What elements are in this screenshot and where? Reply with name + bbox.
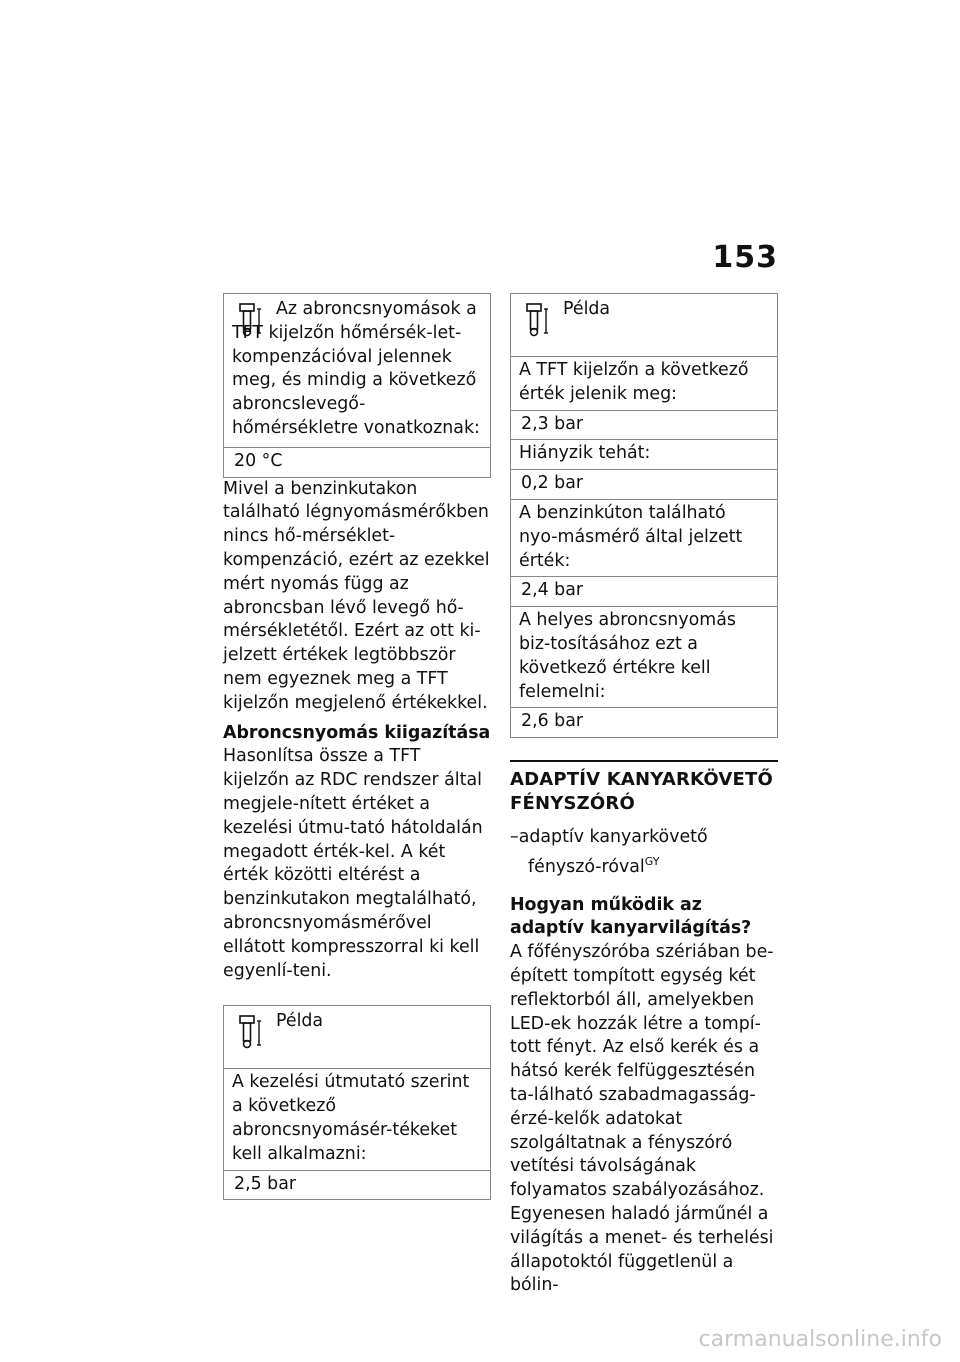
example-label: Példa bbox=[563, 299, 611, 319]
example-label: Példa bbox=[276, 1011, 324, 1032]
heading-adaptive-light: Hogyan működik az adaptív kanyarvilágítás? bbox=[510, 894, 752, 939]
paragraph-gauge-compensation: Mivel a benzinkutakon található légnyomásmérőkben nincs hő-mérséklet-kompenzáció, ezért az ezekkel mért nyomás függ az abroncsban lévő levegő hő-mérsékletétől. Ezért az ott ki-jelzett értékek legtöbbször nem egyeznek meg a TFT kijelzőn megjelenő értékekkel. bbox=[223, 478, 490, 713]
watermark: carmanualsonline.info bbox=[698, 1327, 942, 1352]
right-column bbox=[510, 293, 778, 1298]
tire-pressure-gauge-icon bbox=[236, 301, 264, 339]
example-row: A TFT kijelzőn a következő érték jelenik meg: bbox=[511, 356, 777, 410]
example-value: 2,5 bar bbox=[224, 1170, 490, 1200]
left-column bbox=[223, 293, 491, 1200]
heading-pressure-adjustment: Abroncsnyomás kiigazítása bbox=[223, 722, 491, 743]
paragraph-pressure-adjustment: Hasonlítsa össze a TFT kijelzőn az RDC rendszer által megjele-nített értéket a kezelési útmu-tató hátoldalán megadott érték-kel. A két érték közötti eltérést a benzinkutakon megtalálható, abroncsnyomásmérővel ellátott kompresszorral ki kell egyenlí-teni. bbox=[223, 746, 483, 981]
equipment-note bbox=[510, 826, 778, 879]
info-box-head bbox=[224, 294, 490, 447]
equipment-note-text: –adaptív kanyarkövető fényszó-róval bbox=[510, 827, 708, 877]
section-title-line: FÉNYSZÓRÓ bbox=[510, 793, 635, 815]
example-row: Hiányzik tehát: bbox=[511, 439, 777, 469]
tire-pressure-gauge-icon bbox=[523, 301, 551, 339]
tire-pressure-info-box bbox=[223, 293, 491, 478]
section-title bbox=[510, 760, 778, 816]
paragraph-adaptive-light: A főfényszóróba szériában be-épített tompított egység két reflektorból áll, amelyekben LED-ek hozzák létre a tompí-tott fényt. Az első kerék és a hátsó kerék felfüggesztésén ta-lálható szabadmagasság-érzé-kelők adatokat szolgáltatnak a fényszóró vetítési távolságának folyamatos szabályozásához. Egyenesen haladó járműnél a világítás a menet- és terhelési állapotoktól függetlenül a bólin- bbox=[510, 942, 774, 1296]
example-box-head bbox=[224, 1006, 490, 1068]
example-value: 0,2 bar bbox=[511, 469, 777, 499]
example-row: A helyes abroncsnyomás biz-tosításához ezt a következő értékre kell felemelni: bbox=[511, 606, 777, 707]
example-row: A kezelési útmutató szerint a következő abroncsnyomásér-tékeket kell alkalmazni: bbox=[224, 1068, 490, 1169]
info-box-text: Az abroncsnyomások a TFT kijelzőn hőmérsék-let-kompenzációval jelennek meg, és mindig a következő abroncslevegő-hőmérsékletre vonatkoznak: bbox=[232, 299, 480, 438]
equipment-note-sup: GY bbox=[644, 854, 660, 868]
example-box-1 bbox=[223, 1005, 491, 1200]
page-number: 153 bbox=[712, 240, 778, 275]
example-box-2 bbox=[510, 293, 778, 738]
example-box-head bbox=[511, 294, 777, 356]
section-title-line: ADAPTÍV KANYARKÖVETŐ bbox=[510, 769, 773, 791]
tire-pressure-gauge-icon bbox=[236, 1013, 264, 1051]
example-value: 2,6 bar bbox=[511, 707, 777, 737]
example-value: 2,3 bar bbox=[511, 410, 777, 440]
example-value: 2,4 bar bbox=[511, 576, 777, 606]
example-row: A benzinkúton található nyo-másmérő által jelzett érték: bbox=[511, 499, 777, 576]
temperature-value: 20 °C bbox=[224, 447, 490, 477]
